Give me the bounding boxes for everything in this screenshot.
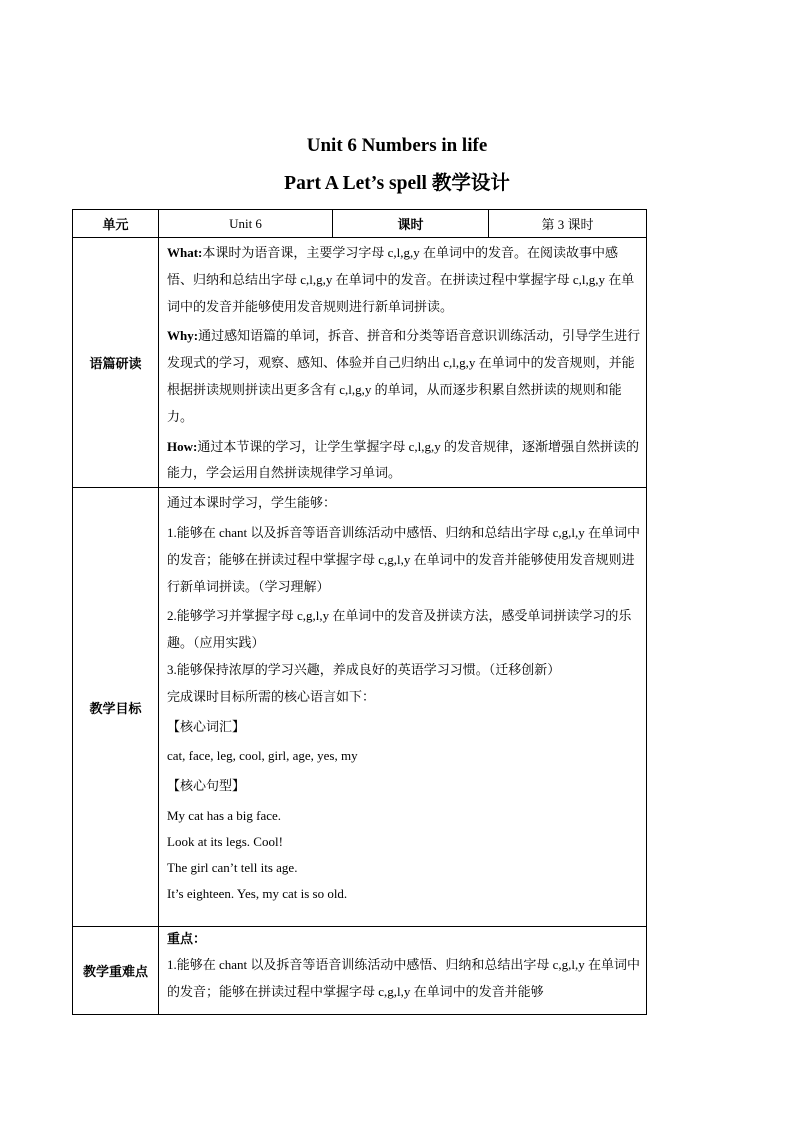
objective-item-3: 3.能够保持浓厚的学习兴趣，养成良好的英语学习习惯。（迁移创新） — [167, 661, 561, 677]
what-text: 本课时为语音课，主要学习字母 c,l,g,y 在单词中的发音。在阅读故事中感悟、归纳和总结出字母 c,l,g,y 在单词中的发音。在拼读过程中掌握字母 c,l,g,y 在单词中的发音并能够使用发音规则进行新单词拼读。 — [167, 245, 635, 314]
objective-item-2: 2.能够学习并掌握字母 c,g,l,y 在单词中的发音及拼读方法，感受单词拼读学习的乐趣。（应用实践） — [167, 608, 632, 651]
analysis-content — [159, 238, 647, 488]
sentence-3: The girl can’t tell its age. — [167, 859, 298, 875]
document-subtitle: Part A Let’s spell 教学设计 — [284, 173, 510, 194]
how-paragraph — [167, 434, 642, 488]
keypoint-item-1: 1.能够在 chant 以及拆音等语音训练活动中感悟、归纳和总结出字母 c,g,l,y 在单词中的发音；能够在拼读过程中掌握字母 c,g,l,y 在单词中的发音并能够 — [167, 957, 641, 999]
core-language-intro: 完成课时目标所需的核心语言如下： — [167, 688, 376, 704]
how-label: How: — [167, 438, 198, 454]
analysis-label: 语篇研读 — [73, 238, 159, 488]
sentence-label: 【核心句型】 — [167, 778, 246, 794]
header-row — [73, 210, 647, 238]
what-paragraph — [167, 240, 642, 320]
how-text: 通过本节课的学习，让学生掌握字母 c,l,g,y 的发音规律，逐渐增强自然拼读的能力，学会运用自然拼读规律学习单词。 — [167, 438, 639, 481]
document-title: Unit 6 Numbers in life — [306, 135, 488, 156]
why-paragraph — [167, 323, 642, 430]
focus-label: 重点： — [167, 931, 207, 947]
analysis-row — [73, 238, 647, 488]
keypoints-row — [73, 927, 647, 1015]
objectives-intro: 通过本课时学习，学生能够： — [167, 495, 337, 511]
sentence-4: It’s eighteen. Yes, my cat is so old. — [167, 885, 348, 901]
what-label: What: — [167, 245, 203, 260]
keypoints-content — [159, 927, 647, 1015]
vocab-label: 【核心词汇】 — [167, 718, 246, 734]
unit-value: Unit 6 — [159, 210, 333, 238]
why-text: 通过感知语篇的单词，拆音、拼音和分类等语音意识训练活动，引导学生进行发现式的学习，观察、感知、体验并自己归纳出 c,l,g,y 在单词中的发音规则，并能根据拼读规则拼读出更多含有 c,l,g,y 的单词，从而逐步积累自然拼读的规则和能力。 — [167, 328, 641, 424]
objectives-row — [73, 488, 647, 927]
keypoints-label: 教学重难点 — [73, 927, 159, 1015]
sentence-2: Look at its legs. Cool! — [167, 833, 283, 849]
unit-label: 单元 — [73, 210, 159, 238]
objectives-label: 教学目标 — [73, 488, 159, 927]
sentence-1: My cat has a big face. — [167, 807, 282, 823]
why-label: Why: — [167, 328, 199, 344]
objectives-content — [159, 488, 647, 927]
period-value: 第 3 课时 — [489, 210, 647, 238]
lesson-plan-table — [72, 209, 647, 1015]
period-label: 课时 — [333, 210, 489, 238]
objective-item-1: 1.能够在 chant 以及拆音等语音训练活动中感悟、归纳和总结出字母 c,g,l,y 在单词中的发音；能够在拼读过程中掌握字母 c,g,l,y 在单词中的发音并能够使用发音规则进行新单词拼读。（学习理解） — [167, 524, 641, 594]
vocab-list: cat, face, leg, cool, girl, age, yes, my — [167, 748, 358, 764]
